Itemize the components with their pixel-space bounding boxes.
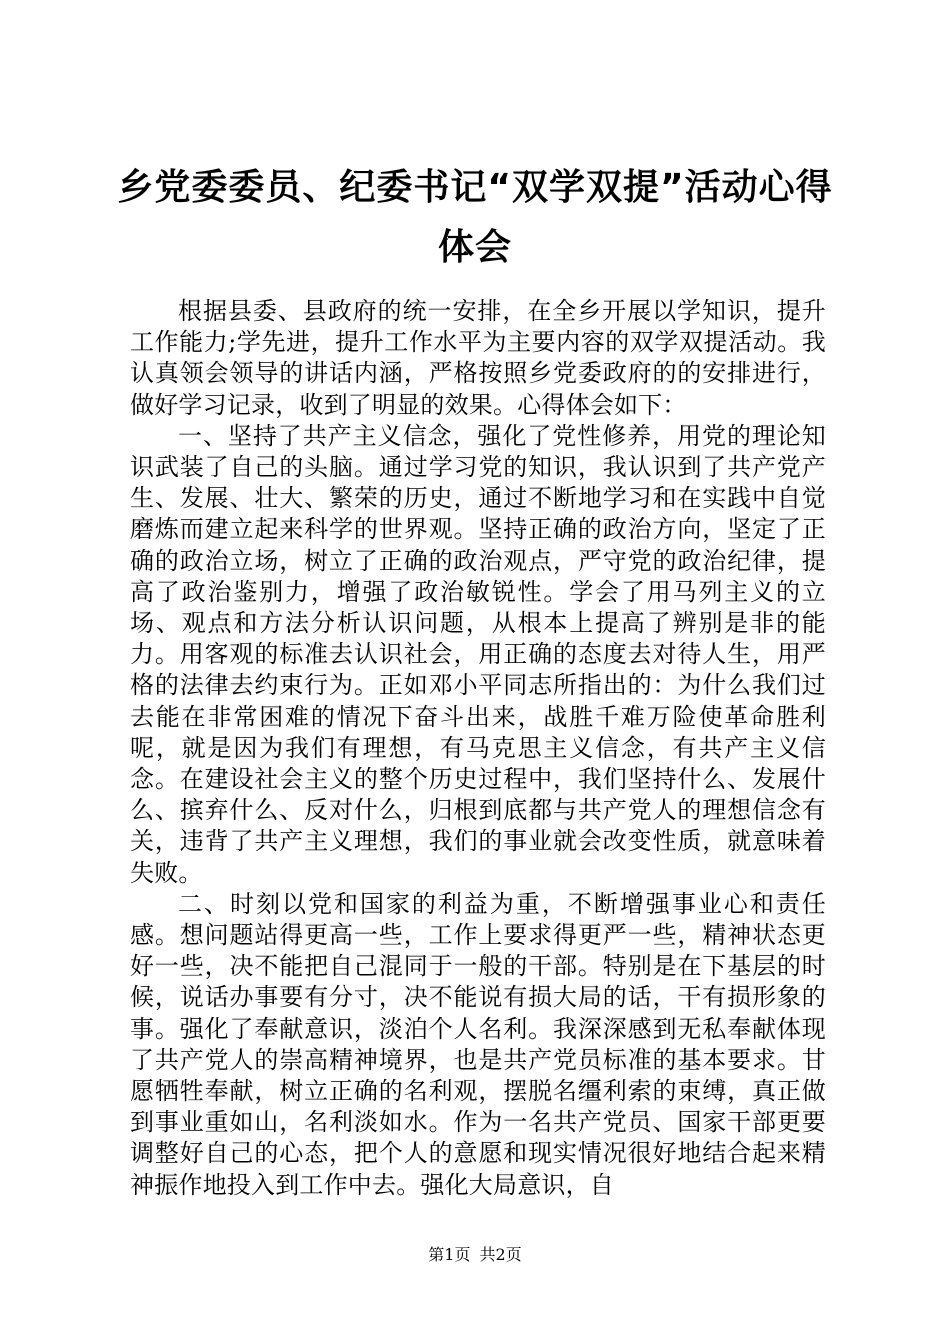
page-footer	[0, 1245, 950, 1265]
document-body	[130, 296, 826, 1201]
paragraph-section-two: 二、时刻以党和国家的利益为重，不断增强事业心和责任感。想问题站得更高一些，工作上要求得更严一些，精神状态更好一些，决不能把自己混同于一般的干部。特别是在下基层的时候，说话办事要有分寸，决不能说有损大局的话，干有损形象的事。强化了奉献意识，淡泊个人名利。我深深感到无私奉献体现了共产党人的崇高精神境界，也是共产党员标准的基本要求。甘愿牺牲奉献，树立正确的名利观，摆脱名缰利索的束缚，真正做到事业重如山，名利淡如水。作为一名共产党员、国家干部更要调整好自己的心态，把个人的意愿和现实情况很好地结合起来精神振作地投入到工作中去。强化大局意识，自	[130, 889, 826, 1199]
paragraph-intro: 根据县委、县政府的统一安排，在全乡开展以学知识，提升工作能力;学先进，提升工作水平为主要内容的双学双提活动。我认真领会领导的讲话内涵，严格按照乡党委政府的的安排进行，做好学习记录，收到了明显的效果。心得体会如下：	[130, 297, 826, 419]
page-total: 共2页	[479, 1245, 522, 1264]
page-number: 第1页	[428, 1245, 471, 1264]
paragraph-section-one: 一、坚持了共产主义信念，强化了党性修养，用党的理论知识武装了自己的头脑。通过学习党的知识，我认识到了共产党产生、发展、壮大、繁荣的历史，通过不断地学习和在实践中自觉磨炼而建立起来科学的世界观。坚持正确的政治方向，坚定了正确的政治立场，树立了正确的政治观点，严守党的政治纪律，提高了政治鉴别力，增强了政治敏锐性。学会了用马列主义的立场、观点和方法分析认识问题，从根本上提高了辨别是非的能力。用客观的标准去认识社会，用正确的态度去对待人生，用严格的法律去约束行为。正如邓小平同志所指出的：为什么我们过去能在非常困难的情况下奋斗出来，战胜千难万险使革命胜利呢，就是因为我们有理想，有马克思主义信念，有共产主义信念。在建设社会主义的整个历史过程中，我们坚持什么、发展什么、摈弃什么、反对什么，归根到底都与共产党人的理想信念有关，违背了共产主义理想，我们的事业就会改变性质，就意味着失败。	[130, 421, 826, 887]
document-title: 乡党委委员、纪委书记“双学双提”活动心得体会	[117, 167, 833, 268]
